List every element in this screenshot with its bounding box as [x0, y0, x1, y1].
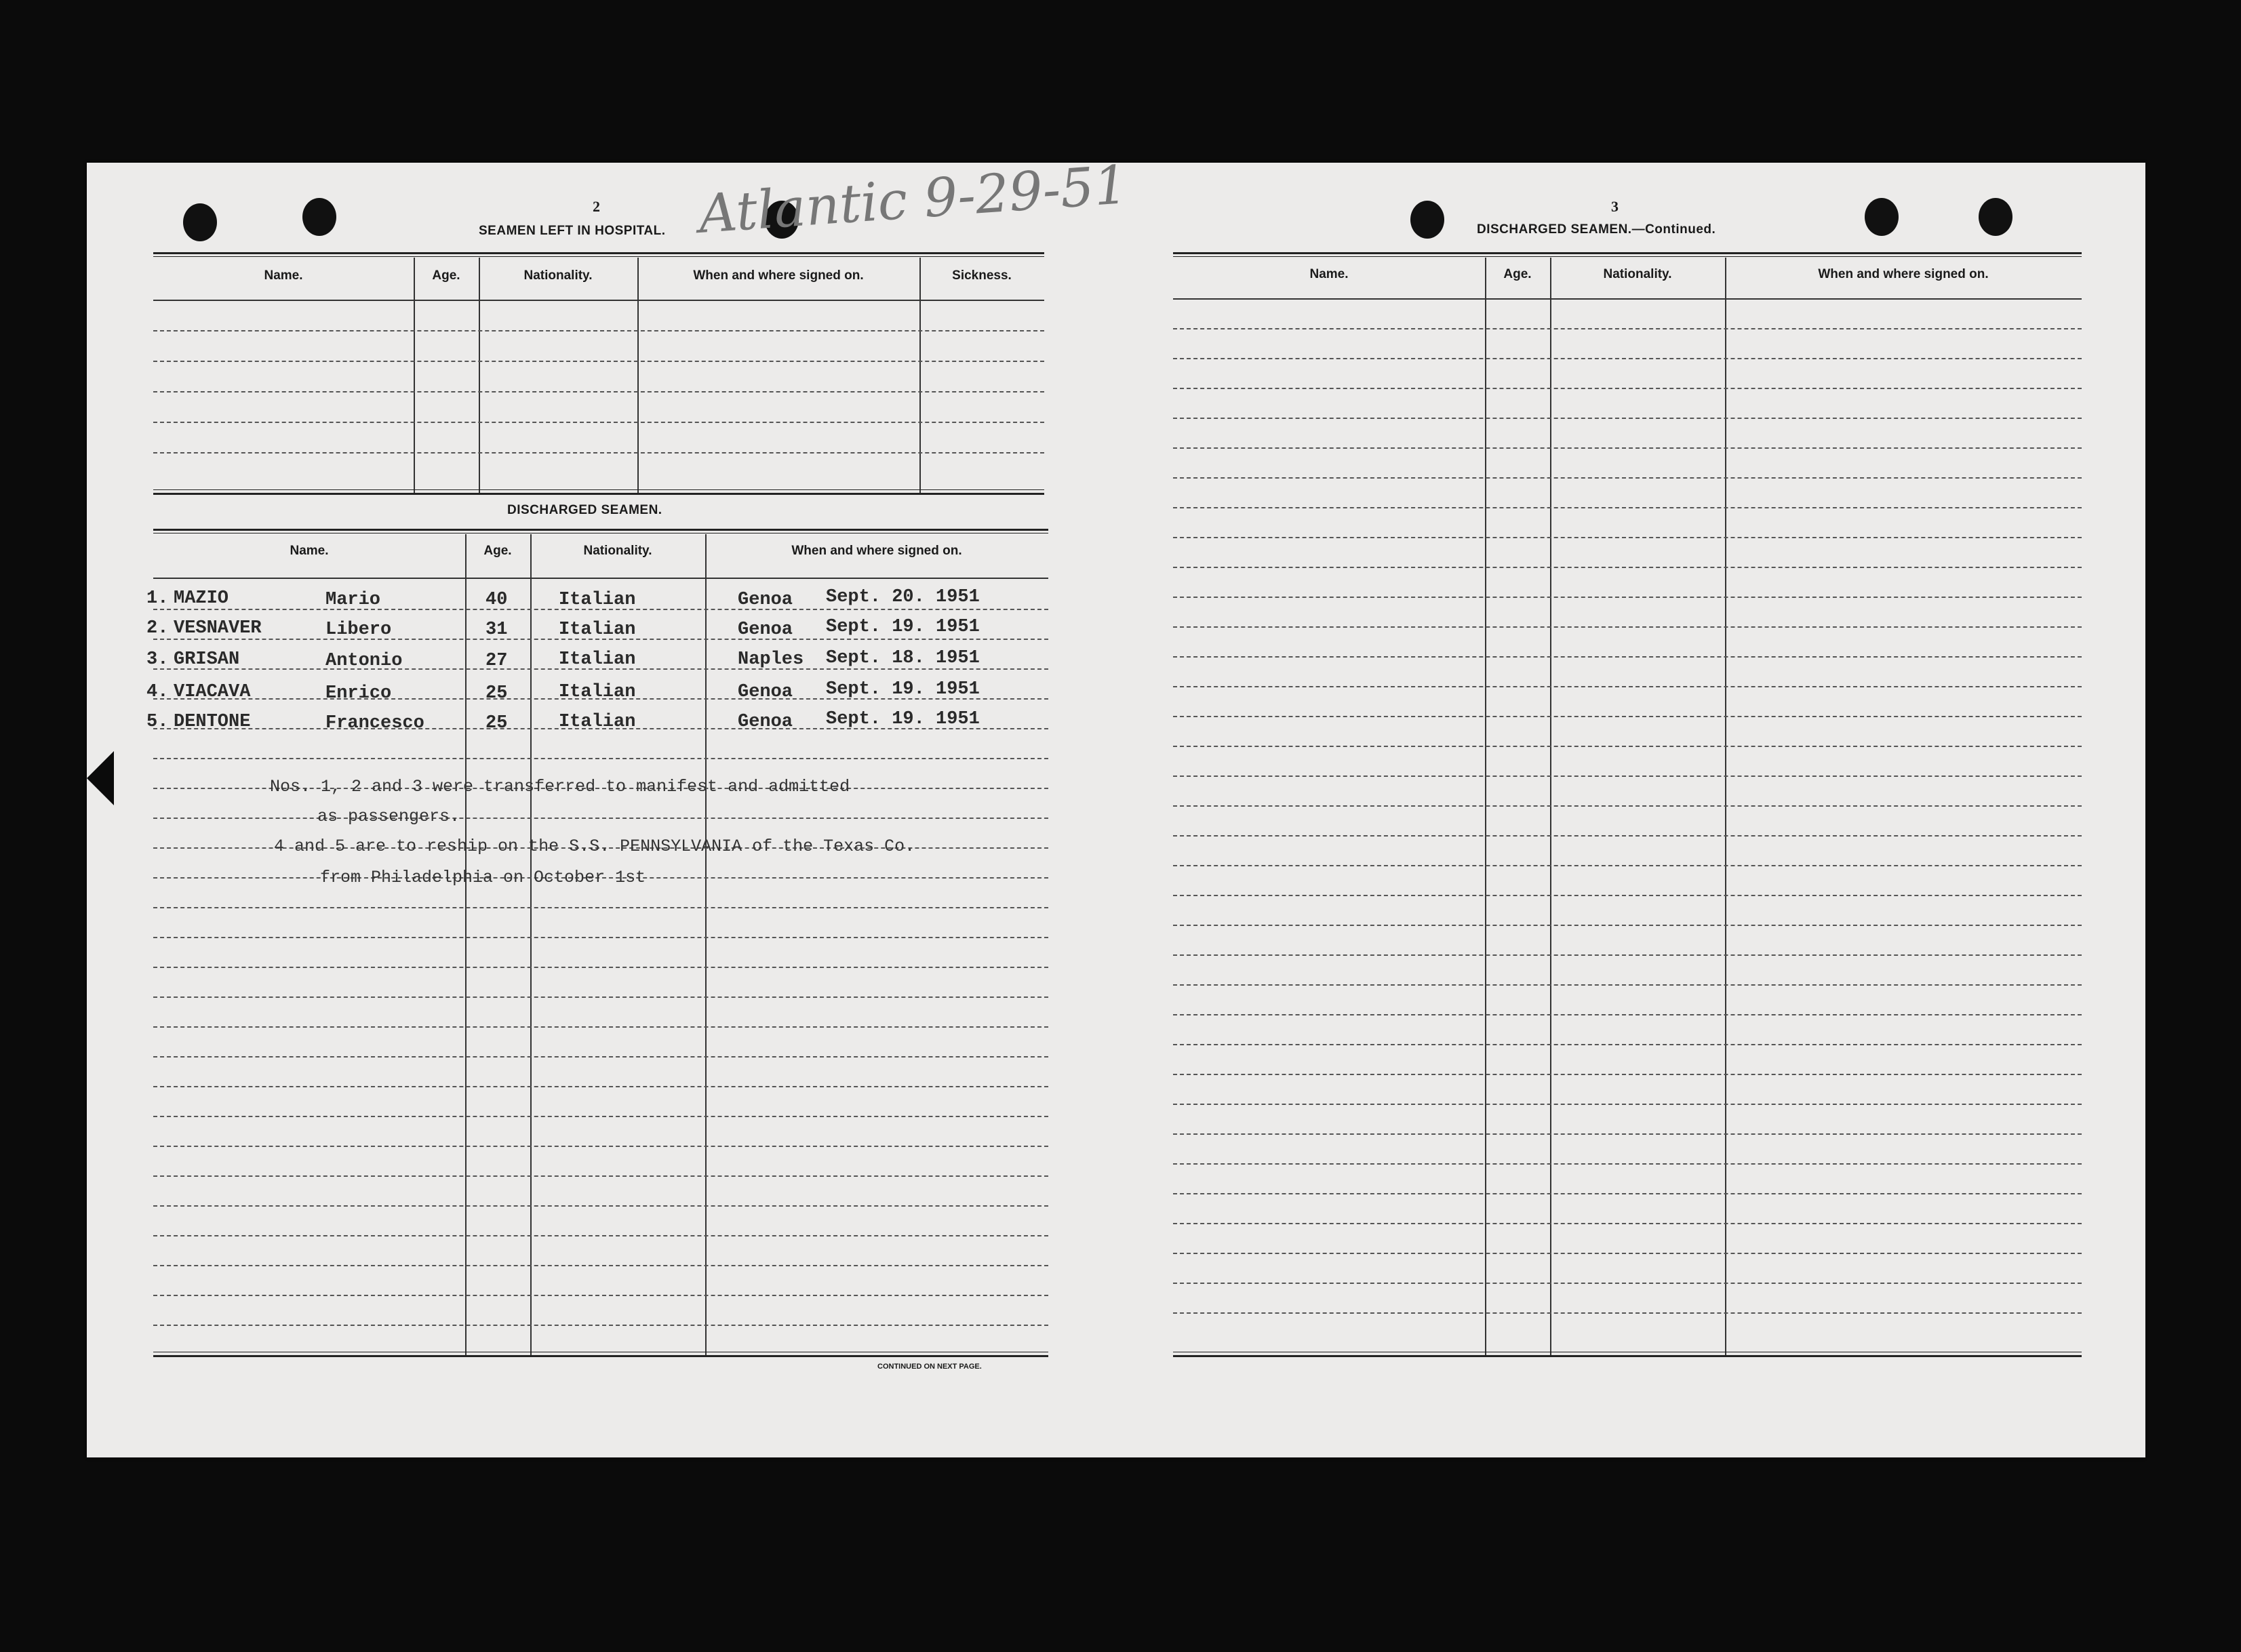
row-nationality: Italian: [559, 590, 636, 610]
row-date: Sept. 19. 1951: [826, 709, 980, 729]
row-age: 27: [485, 651, 508, 671]
col-signed-on: When and where signed on.: [791, 544, 962, 558]
row-nationality: Italian: [559, 649, 636, 670]
punch-hole: [1979, 198, 2012, 236]
col-age: Age.: [1503, 267, 1532, 281]
row-surname: DENTONE: [174, 712, 251, 732]
hospital-section-title: SEAMEN LEFT IN HOSPITAL.: [479, 224, 666, 238]
col-signed-on: When and where signed on.: [693, 268, 864, 283]
discharged-section-title: DISCHARGED SEAMEN.: [507, 503, 662, 517]
row-place: Naples: [738, 649, 804, 670]
row-surname: MAZIO: [174, 588, 229, 609]
row-surname: VIACAVA: [174, 682, 251, 702]
row-surname: VESNAVER: [174, 618, 262, 639]
col-nationality: Nationality.: [1603, 267, 1672, 281]
torn-edge: [87, 751, 114, 805]
row-given-name: Francesco: [325, 713, 424, 733]
row-date: Sept. 19. 1951: [826, 617, 980, 637]
punch-hole: [1410, 201, 1444, 239]
col-nationality: Nationality.: [523, 268, 593, 283]
row-date: Sept. 19. 1951: [826, 679, 980, 700]
col-name: Name.: [290, 544, 329, 558]
row-date: Sept. 20. 1951: [826, 587, 980, 607]
col-age: Age.: [483, 544, 512, 558]
continued-footer: CONTINUED ON NEXT PAGE.: [877, 1363, 982, 1371]
note-line: from Philadelphia on October 1st: [320, 868, 646, 887]
row-place: Genoa: [738, 590, 793, 610]
row-number: 4.: [146, 682, 169, 702]
row-nationality: Italian: [559, 682, 636, 702]
col-name: Name.: [264, 268, 303, 283]
discharged-continued-table: [1173, 252, 2082, 1361]
row-place: Genoa: [738, 620, 793, 640]
row-number: 2.: [146, 618, 169, 639]
row-number: 3.: [146, 649, 169, 670]
note-line: as passengers.: [317, 807, 460, 826]
row-surname: GRISAN: [174, 649, 240, 670]
row-nationality: Italian: [559, 620, 636, 640]
row-given-name: Antonio: [325, 651, 403, 671]
row-place: Genoa: [738, 682, 793, 702]
row-age: 25: [485, 683, 508, 704]
right-page-title: DISCHARGED SEAMEN.—Continued.: [1477, 222, 1716, 237]
punch-hole: [302, 198, 336, 236]
handwritten-annotation: Atlantic 9-29-51: [696, 155, 1130, 245]
row-age: 31: [485, 620, 508, 640]
col-nationality: Nationality.: [583, 544, 652, 558]
hospital-table: [153, 252, 1044, 495]
right-page-number: 3: [1611, 198, 1619, 215]
row-given-name: Enrico: [325, 683, 392, 704]
row-nationality: Italian: [559, 712, 636, 732]
note-line: 4 and 5 are to reship on the S.S. PENNSYLVANIA of the Texas Co.: [274, 837, 915, 856]
row-number: 5.: [146, 712, 169, 732]
col-name: Name.: [1309, 267, 1349, 281]
punch-hole: [1865, 198, 1899, 236]
row-date: Sept. 18. 1951: [826, 648, 980, 668]
row-age: 40: [485, 590, 508, 610]
row-age: 25: [485, 713, 508, 733]
left-page-number: 2: [593, 198, 600, 215]
punch-hole: [183, 203, 217, 241]
col-signed-on: When and where signed on.: [1818, 267, 1989, 281]
row-given-name: Libero: [325, 620, 392, 640]
row-given-name: Mario: [325, 590, 381, 610]
row-number: 1.: [146, 588, 169, 609]
note-line: Nos. 1, 2 and 3 were transferred to manifest and admitted: [270, 777, 850, 797]
row-place: Genoa: [738, 712, 793, 732]
col-sickness: Sickness.: [952, 268, 1012, 283]
col-age: Age.: [432, 268, 460, 283]
